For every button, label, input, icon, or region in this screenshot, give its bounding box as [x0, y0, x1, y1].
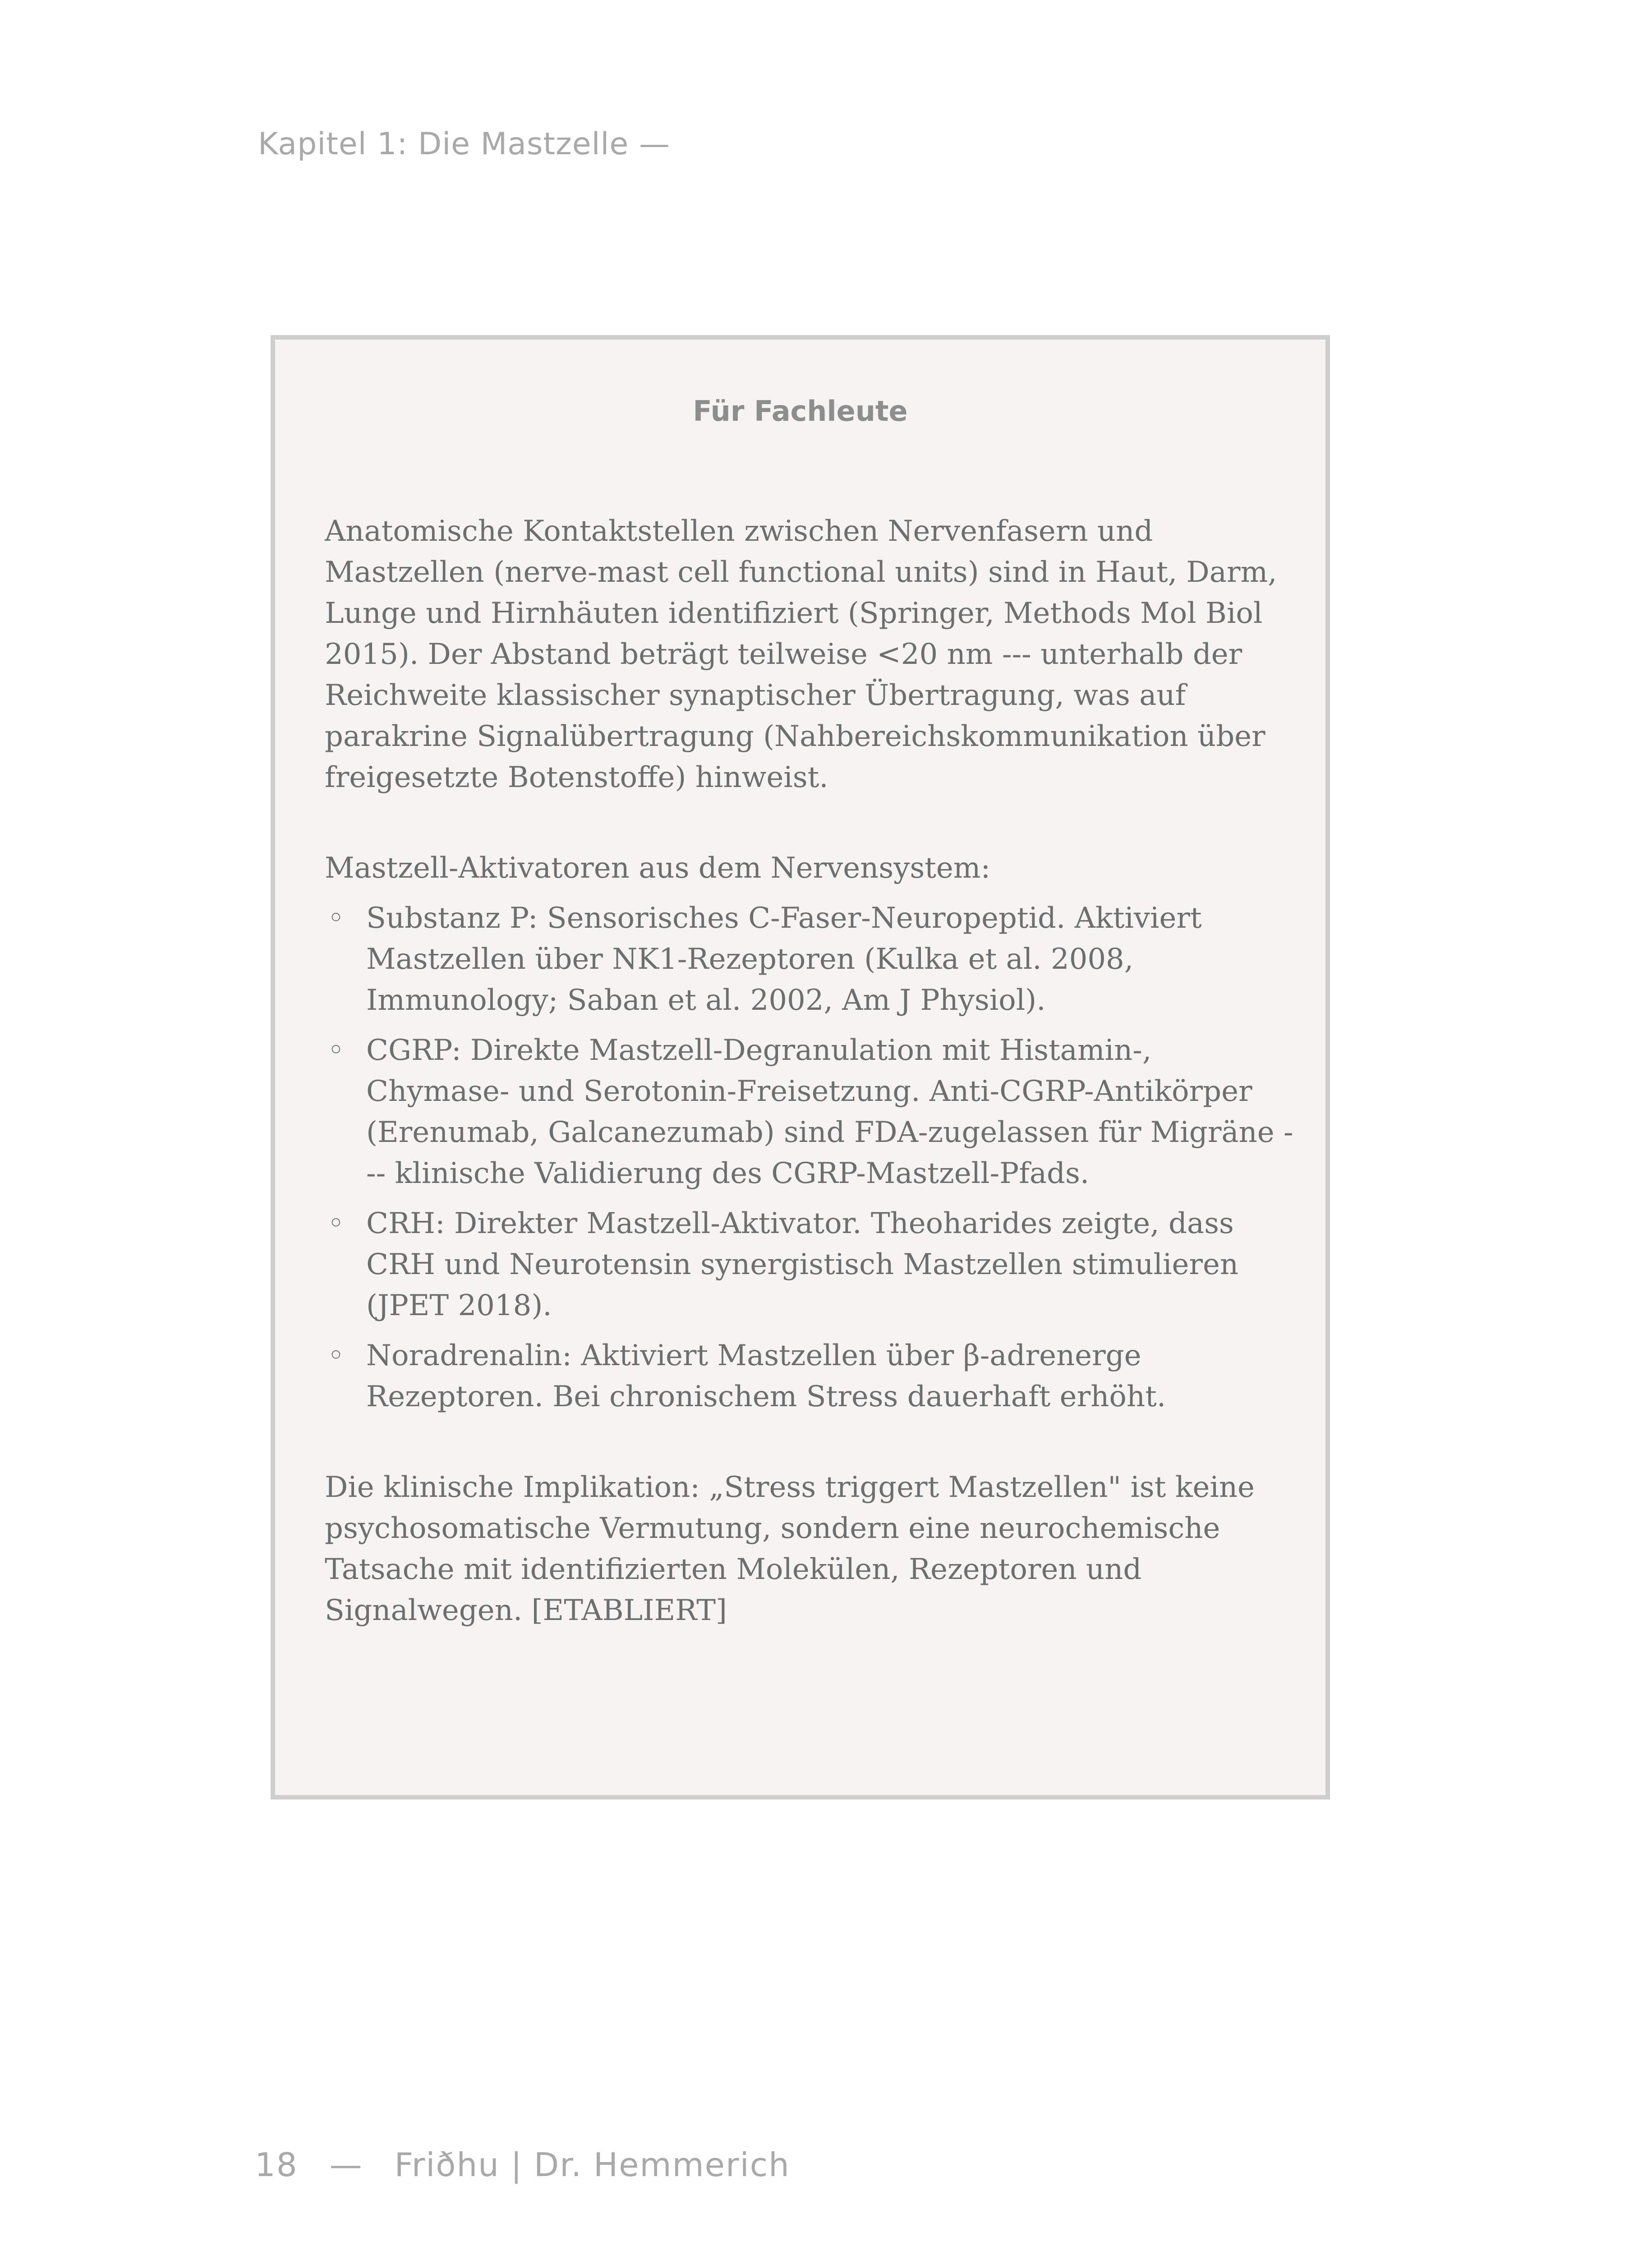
list-item: [325, 898, 1294, 1021]
list-item-text: Noradrenalin: Aktiviert Mastzellen über β-adrenerge Rezeptoren. Bei chronischem Stress dauerhaft erhöht.: [366, 1339, 1166, 1413]
box-title: Für Fachleute: [693, 395, 908, 428]
expert-info-box: [271, 335, 1330, 1799]
running-header: Kapitel 1: Die Mastzelle —: [258, 126, 670, 162]
list-item-text: CRH: Direkter Mastzell-Aktivator. Theoharides zeigte, dass CRH und Neurotensin synergistisch Mastzellen stimulieren (JPET 2018).: [366, 1207, 1239, 1322]
box-body: [325, 511, 1294, 1631]
bullet-circle-icon: ◦: [327, 902, 345, 935]
bullet-circle-icon: ◦: [327, 1339, 345, 1372]
list-item: [325, 1335, 1294, 1417]
list-item: [325, 1203, 1294, 1326]
bullet-circle-icon: ◦: [327, 1207, 345, 1240]
activator-list: [325, 898, 1294, 1417]
conclusion-paragraph: Die klinische Implikation: „Stress triggert Mastzellen" ist keine psychosomatische Vermutung, sondern eine neurochemische Tatsache mit identifizierten Molekülen, Rezeptoren und Signalwegen. [ETABLIERT]: [325, 1471, 1255, 1627]
footer-dash: —: [329, 2146, 363, 2184]
list-item-text: CGRP: Direkte Mastzell-Degranulation mit Histamin-, Chymase- und Serotonin-Freisetzung. Anti-CGRP-Antikörper (Erenumab, Galcanezumab) sind FDA-zugelassen für Migräne --- klinische Validierung des CGRP-Mastzell-Pfads.: [366, 1034, 1293, 1190]
list-heading: Mastzell-Aktivatoren aus dem Nervensystem:: [325, 851, 991, 885]
intro-paragraph: Anatomische Kontaktstellen zwischen Nervenfasern und Mastzellen (nerve-mast cell functional units) sind in Haut, Darm, Lunge und Hirnhäuten identifiziert (Springer, Methods Mol Biol 2015). Der Abstand beträgt teilweise <20 nm --- unterhalb der Reichweite klassischer synaptischer Übertragung, was auf parakrine Signalübertragung (Nahbereichskommunikation über freigesetzte Botenstoffe) hinweist.: [325, 515, 1277, 794]
page-footer: [255, 2146, 790, 2184]
bullet-circle-icon: ◦: [327, 1034, 345, 1067]
list-item: [325, 1030, 1294, 1194]
list-item-text: Substanz P: Sensorisches C-Faser-Neuropeptid. Aktiviert Mastzellen über NK1-Rezeptoren (Kulka et al. 2008, Immunology; Saban et al. 2002, Am J Physiol).: [366, 902, 1202, 1017]
page-number: 18: [255, 2146, 298, 2184]
footer-author: Friðhu | Dr. Hemmerich: [394, 2146, 790, 2184]
